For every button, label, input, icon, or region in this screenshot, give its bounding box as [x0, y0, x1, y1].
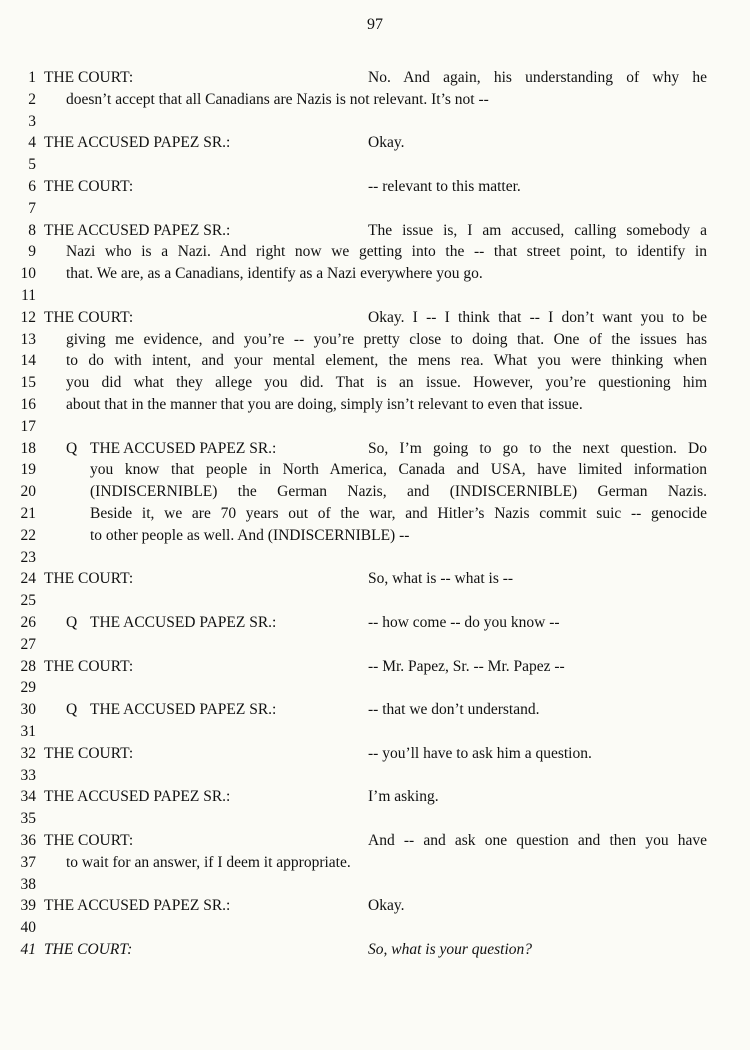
speech-continuation: doesn’t accept that all Canadians are Nazis is not relevant. It’s not --: [66, 90, 489, 108]
line-number: 9: [28, 243, 36, 261]
speech-text: I’m asking.: [368, 788, 439, 806]
line-number: 34: [20, 788, 36, 806]
line-number: 35: [20, 810, 36, 828]
transcript-line: [0, 743, 750, 765]
transcript-line: [0, 198, 750, 220]
speech-text: The issue is, I am accused, calling somebody a: [368, 221, 707, 239]
line-number: 20: [20, 483, 36, 501]
line-number: 25: [20, 592, 36, 610]
line-number: 1: [28, 69, 36, 86]
line-number: 8: [28, 221, 36, 239]
transcript-line: [0, 786, 750, 808]
speaker-label: THE ACCUSED PAPEZ SR.:: [90, 439, 277, 457]
line-number: 39: [20, 897, 36, 915]
transcript-line: [0, 372, 750, 394]
speech-text: Okay. I -- I think that -- I don’t want you to be: [368, 308, 707, 326]
question-marker: Q: [66, 439, 78, 457]
line-number: 3: [28, 112, 36, 130]
transcript-line: [0, 154, 750, 176]
transcript-line: [0, 612, 750, 634]
speaker-label: THE COURT:: [44, 941, 133, 958]
transcript-line: [0, 285, 750, 307]
speech-text: -- that we don’t understand.: [368, 701, 540, 719]
speech-continuation: you know that people in North America, Canada and USA, have limited information: [90, 461, 707, 479]
speech-continuation: that. We are, as a Canadians, identify as a Nazi everywhere you go.: [66, 265, 483, 283]
transcript-line: [0, 350, 750, 372]
line-number: 27: [20, 635, 36, 653]
speaker-label: THE COURT:: [44, 657, 134, 675]
transcript-line: [0, 438, 750, 460]
transcript-line: [0, 895, 750, 917]
speech-text: Okay.: [368, 134, 405, 152]
transcript-line: [0, 677, 750, 699]
speaker-label: THE ACCUSED PAPEZ SR.:: [90, 701, 277, 719]
transcript-line: [0, 220, 750, 242]
transcript-line: [0, 459, 750, 481]
question-marker: Q: [66, 614, 78, 631]
transcript-line: [0, 67, 750, 89]
speaker-label: THE COURT:: [44, 308, 134, 326]
transcript-line: [0, 721, 750, 743]
speech-continuation: giving me evidence, and you’re -- you’re pretty close to doing that. One of the issues has: [66, 330, 707, 348]
speech-continuation: (INDISCERNIBLE) the German Nazis, and (INDISCERNIBLE) German Nazis.: [90, 483, 707, 501]
transcript-line: [0, 263, 750, 285]
speech-continuation: Beside it, we are 70 years out of the war, and Hitler’s Nazis commit suic -- genocide: [90, 505, 707, 522]
transcript-line: [0, 132, 750, 154]
transcript-line: [0, 939, 750, 961]
speaker-label: THE COURT:: [44, 69, 134, 86]
line-number: 18: [20, 439, 36, 457]
line-number: 41: [20, 941, 36, 958]
line-number: 4: [28, 134, 36, 152]
transcript-line: [0, 111, 750, 133]
line-number: 38: [20, 875, 36, 893]
transcript-line: [0, 481, 750, 503]
transcript-line: [0, 808, 750, 830]
speaker-label: THE ACCUSED PAPEZ SR.:: [44, 221, 231, 239]
transcript-line: [0, 416, 750, 438]
speech-text: -- relevant to this matter.: [368, 178, 521, 195]
speech-continuation: about that in the manner that you are doing, simply isn’t relevant to even that issue.: [66, 396, 583, 413]
transcript-line: [0, 874, 750, 896]
line-number: 22: [20, 526, 36, 544]
line-number: 30: [20, 701, 36, 719]
speech-text: -- how come -- do you know --: [368, 614, 560, 631]
speech-text: So, I’m going to go to the next question. Do: [368, 439, 707, 457]
transcript-line: [0, 89, 750, 111]
transcript-line: [0, 830, 750, 852]
line-number: 24: [20, 570, 36, 588]
speech-continuation: to wait for an answer, if I deem it appropriate.: [66, 853, 351, 871]
line-number: 19: [20, 461, 36, 479]
line-number: 40: [20, 919, 36, 937]
speaker-label: THE ACCUSED PAPEZ SR.:: [90, 614, 277, 631]
speech-text: Okay.: [368, 897, 405, 915]
transcript-line: [0, 765, 750, 787]
line-number: 36: [20, 832, 36, 849]
speaker-label: THE ACCUSED PAPEZ SR.:: [44, 788, 231, 806]
line-number: 13: [20, 330, 36, 348]
line-number: 2: [28, 90, 36, 108]
line-number: 7: [28, 199, 36, 217]
speech-text: -- you’ll have to ask him a question.: [368, 744, 592, 762]
line-number: 11: [21, 287, 36, 304]
line-number: 32: [20, 744, 36, 762]
transcript-line: [0, 917, 750, 939]
speech-text: So, what is -- what is --: [368, 570, 514, 588]
transcript-line: [0, 568, 750, 590]
transcript-line: [0, 852, 750, 874]
speech-continuation: Nazi who is a Nazi. And right now we getting into the -- that street point, to identify in: [66, 243, 707, 261]
line-number: 23: [20, 548, 36, 566]
transcript-line: [0, 394, 750, 416]
speech-continuation: to other people as well. And (INDISCERNIBLE) --: [90, 526, 410, 544]
speaker-label: THE COURT:: [44, 570, 134, 588]
line-number: 12: [20, 308, 36, 326]
question-marker: Q: [66, 701, 78, 719]
speech-text: No. And again, his understanding of why he: [368, 69, 707, 86]
speaker-label: THE COURT:: [44, 744, 134, 762]
line-number: 5: [28, 156, 36, 174]
line-number: 21: [20, 505, 36, 522]
transcript-line: [0, 699, 750, 721]
transcript-line: [0, 307, 750, 329]
line-number: 6: [28, 178, 36, 195]
speaker-label: THE COURT:: [44, 832, 134, 849]
line-number: 31: [20, 723, 36, 740]
line-number: 26: [20, 614, 36, 631]
transcript-line: [0, 656, 750, 678]
line-number: 37: [20, 853, 36, 871]
speech-text: -- Mr. Papez, Sr. -- Mr. Papez --: [368, 657, 565, 675]
transcript-line: [0, 176, 750, 198]
transcript-line: [0, 547, 750, 569]
speaker-label: THE ACCUSED PAPEZ SR.:: [44, 897, 231, 915]
line-number: 29: [20, 679, 36, 697]
transcript-line: [0, 329, 750, 351]
speaker-label: THE ACCUSED PAPEZ SR.:: [44, 134, 231, 152]
speech-text: And -- and ask one question and then you have: [368, 832, 707, 849]
line-number: 14: [20, 352, 36, 370]
transcript-line: [0, 634, 750, 656]
transcript-line: [0, 503, 750, 525]
speech-continuation: to do with intent, and your mental element, the mens rea. What you were thinking when: [66, 352, 707, 370]
transcript-line: [0, 590, 750, 612]
speaker-label: THE COURT:: [44, 178, 134, 195]
line-number: 15: [20, 374, 36, 392]
transcript-line: [0, 241, 750, 263]
line-number: 10: [20, 265, 36, 283]
line-number: 33: [20, 766, 36, 784]
line-number: 16: [20, 396, 36, 413]
line-number: 17: [20, 417, 36, 435]
page-number: 97: [367, 16, 383, 33]
speech-text: So, what is your question?: [368, 941, 533, 958]
line-number: 28: [20, 657, 36, 675]
transcript-line: [0, 525, 750, 547]
speech-continuation: you did what they allege you did. That is an issue. However, you’re questioning him: [66, 374, 707, 392]
